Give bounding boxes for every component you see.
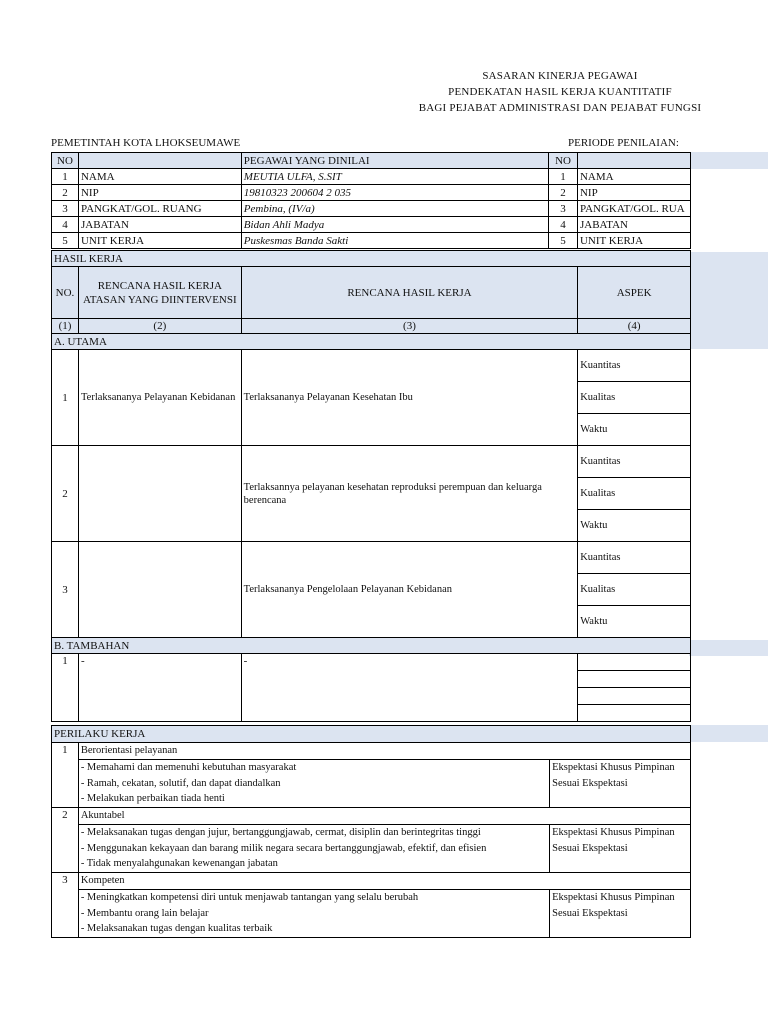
perilaku-point: - Melaksanakan tugas dengan jujur, bertanggungjawab, cermat, disiplin dan berintegritas tinggi: [78, 825, 549, 841]
pegawai-name-value: MEUTIA ULFA, S.SIT: [241, 169, 548, 185]
perilaku-point: - Tidak menyalahgunakan kewenangan jabatan: [78, 857, 549, 873]
pegawai-rank-value: Pembina, (IV/a): [241, 201, 548, 217]
tambahan-aspek-cell: [578, 688, 691, 705]
perilaku-point: - Memahami dan memenuhi kebutuhan masyarakat: [78, 760, 549, 776]
tambahan-aspek-cell: [578, 671, 691, 688]
pegawai-row-no: 4: [52, 217, 79, 233]
perilaku-item-no: 2: [52, 808, 79, 873]
utama-row-no: 1: [52, 350, 79, 446]
col-number: (3): [241, 319, 578, 334]
aspek-waktu: Waktu: [578, 606, 691, 638]
penilai-row-no: 4: [549, 217, 578, 233]
col-header-no: NO.: [52, 267, 79, 319]
perilaku-item-no: 1: [52, 743, 79, 808]
utama-row-no: 3: [52, 542, 79, 638]
hasil-kerja-section-label: HASIL KERJA: [52, 251, 691, 267]
col-header-aspek: ASPEK: [578, 267, 691, 319]
tambahan-row-no: 1: [52, 654, 79, 722]
perilaku-point: - Membantu orang lain belajar: [78, 906, 549, 922]
penilai-row-no: 3: [549, 201, 578, 217]
aspek-kuantitas: Kuantitas: [578, 446, 691, 478]
right-edge-band: [689, 725, 768, 742]
pegawai-nip-value: 19810323 200604 2 035: [241, 185, 548, 201]
perilaku-point: - Meningkatkan kompetensi diri untuk menjawab tantangan yang selalu berubah: [78, 890, 549, 906]
pegawai-row-no: 5: [52, 233, 79, 249]
penilai-row-label: JABATAN: [577, 217, 690, 233]
perilaku-item-title: Berorientasi pelayanan: [78, 743, 690, 760]
col-header-rencana: RENCANA HASIL KERJA: [241, 267, 578, 319]
pegawai-row-label: PANGKAT/GOL. RUANG: [78, 201, 241, 217]
aspek-kualitas: Kualitas: [578, 478, 691, 510]
penilai-no-header: NO: [549, 153, 578, 169]
utama-row-rencana: Terlaksananya Pengelolaan Pelayanan Kebidanan: [241, 542, 578, 638]
doc-title-line-1: SASARAN KINERJA PEGAWAI: [482, 70, 638, 82]
pegawai-row-label: NAMA: [78, 169, 241, 185]
pegawai-row-no: 3: [52, 201, 79, 217]
pegawai-unit-value: Puskesmas Banda Sakti: [241, 233, 548, 249]
tambahan-section-label: B. TAMBAHAN: [52, 638, 691, 654]
penilai-row-no: 5: [549, 233, 578, 249]
expectation-value: Sesuai Ekspektasi: [550, 776, 691, 792]
penilai-row-no: 2: [549, 185, 578, 201]
perilaku-point: - Melaksanakan tugas dengan kualitas terbaik: [78, 922, 549, 938]
perilaku-section-label: PERILAKU KERJA: [52, 726, 691, 743]
expectation-label: Ekspektasi Khusus Pimpinan: [550, 760, 691, 776]
expectation-value: Sesuai Ekspektasi: [550, 841, 691, 857]
period-label: PERIODE PENILAIAN:: [568, 137, 679, 149]
tambahan-aspek-cell: [578, 654, 691, 671]
aspek-waktu: Waktu: [578, 414, 691, 446]
right-edge-band: [689, 252, 768, 349]
perilaku-point: - Menggunakan kekayaan dan barang milik negara secara bertanggungjawab, efektif, dan efisien: [78, 841, 549, 857]
col-number: (1): [52, 319, 79, 334]
aspek-waktu: Waktu: [578, 510, 691, 542]
pegawai-row-no: 1: [52, 169, 79, 185]
utama-row-no: 2: [52, 446, 79, 542]
pegawai-position-value: Bidan Ahli Madya: [241, 217, 548, 233]
aspek-kualitas: Kualitas: [578, 382, 691, 414]
perilaku-item-title: Kompeten: [78, 873, 690, 890]
col-number: (2): [78, 319, 241, 334]
perilaku-kerja-table: [51, 725, 691, 938]
penilai-row-label: NIP: [577, 185, 690, 201]
aspek-kuantitas: Kuantitas: [578, 542, 691, 574]
doc-title-line-3: BAGI PEJABAT ADMINISTRASI DAN PEJABAT FUNGSI: [418, 102, 702, 114]
utama-row-atasan: Terlaksananya Pelayanan Kebidanan: [78, 350, 241, 446]
utama-row-rencana: Terlaksananya Pelayanan Kesehatan Ibu: [241, 350, 578, 446]
tambahan-aspek-cell: [578, 705, 691, 722]
utama-row-atasan: [78, 542, 241, 638]
expectation-value: Sesuai Ekspektasi: [550, 906, 691, 922]
perilaku-item-title: Akuntabel: [78, 808, 690, 825]
right-edge-band: [689, 640, 768, 656]
expectation-label: Ekspektasi Khusus Pimpinan: [550, 890, 691, 906]
penilai-row-label: UNIT KERJA: [577, 233, 690, 249]
organization-name: PEMETINTAH KOTA LHOKSEUMAWE: [51, 137, 241, 149]
pegawai-no-header: NO: [52, 153, 79, 169]
penilai-row-no: 1: [549, 169, 578, 185]
aspek-kualitas: Kualitas: [578, 574, 691, 606]
penilai-row-label: NAMA: [577, 169, 690, 185]
utama-row-rencana: Terlaksannya pelayanan kesehatan reproduksi perempuan dan keluarga berencana: [241, 446, 578, 542]
pegawai-row-label: JABATAN: [78, 217, 241, 233]
perilaku-point: - Melakukan perbaikan tiada henti: [78, 792, 549, 808]
pegawai-row-no: 2: [52, 185, 79, 201]
penilai-row-label: PANGKAT/GOL. RUA: [577, 201, 690, 217]
tambahan-row-atasan: -: [78, 654, 241, 722]
utama-row-atasan: [78, 446, 241, 542]
col-header-atasan: RENCANA HASIL KERJA ATASAN YANG DIINTERVENSI: [78, 267, 241, 319]
col-number: (4): [578, 319, 691, 334]
aspek-kuantitas: Kuantitas: [578, 350, 691, 382]
doc-title-line-2: PENDEKATAN HASIL KERJA KUANTITATIF: [448, 86, 672, 98]
perilaku-item-no: 3: [52, 873, 79, 938]
utama-section-label: A. UTAMA: [52, 334, 691, 350]
expectation-label: Ekspektasi Khusus Pimpinan: [550, 825, 691, 841]
perilaku-point: - Ramah, cekatan, solutif, dan dapat diandalkan: [78, 776, 549, 792]
pegawai-row-label: UNIT KERJA: [78, 233, 241, 249]
pegawai-heading: PEGAWAI YANG DINILAI: [241, 153, 548, 169]
hasil-kerja-table: [51, 250, 691, 722]
pegawai-row-label: NIP: [78, 185, 241, 201]
identity-table: [51, 152, 691, 249]
tambahan-row-rencana: -: [241, 654, 578, 722]
right-edge-band: [689, 152, 768, 169]
